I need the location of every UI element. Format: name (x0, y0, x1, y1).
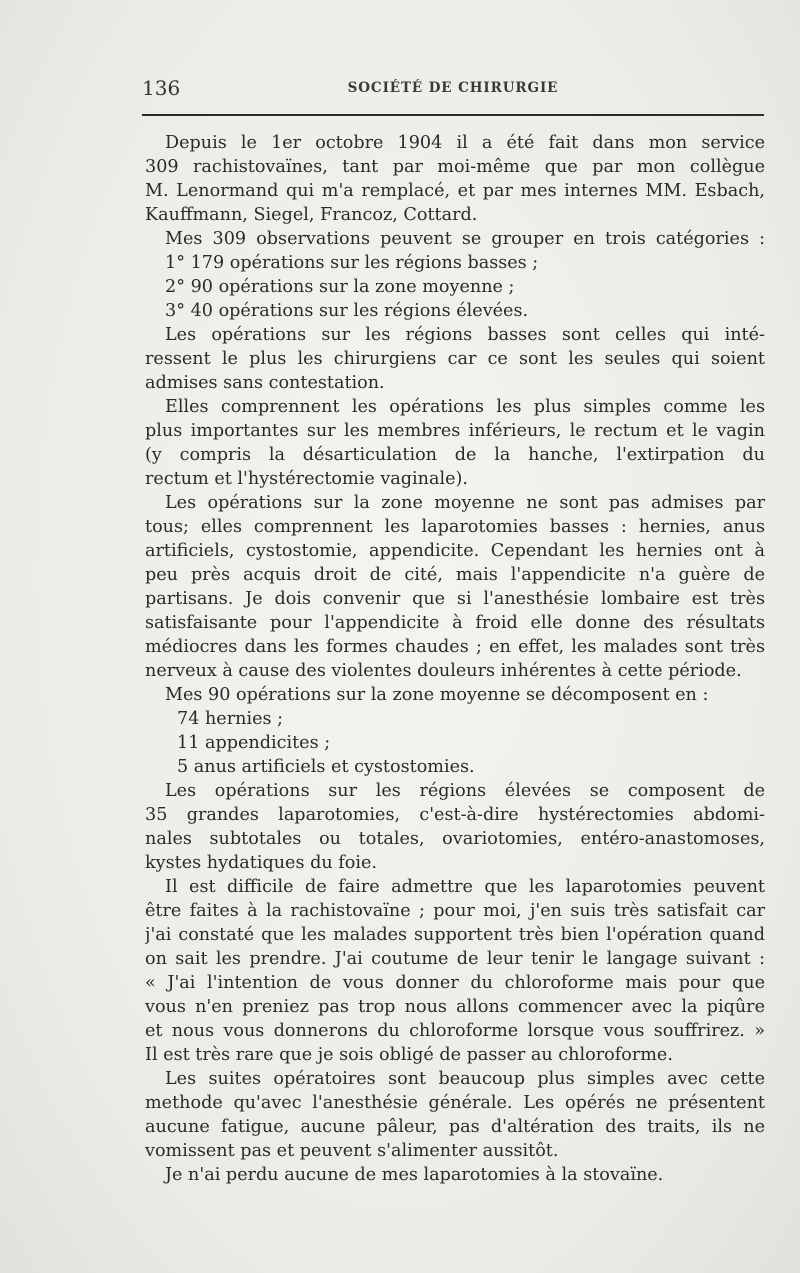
text-line: rectum et l'hystérectomie vaginale). (145, 469, 468, 489)
text-line: Il est difficile de faire admettre que les laparotomies peuvent (165, 877, 765, 897)
text-line: Les opérations sur les régions basses sont celles qui inté- (165, 325, 765, 345)
text-line: vomissent pas et peuvent s'alimenter aussitôt. (145, 1141, 559, 1161)
list-item: 3° 40 opérations sur les régions élevées. (165, 301, 529, 321)
text-line: être faites à la rachistovaïne ; pour moi, j'en suis très satisfait car (145, 901, 765, 921)
text-line: Depuis le 1er octobre 1904 il a été fait dans mon service (165, 133, 765, 153)
text-line: M. Lenormand qui m'a remplacé, et par mes internes MM. Esbach, (145, 181, 765, 201)
text-line: kystes hydatiques du foie. (145, 853, 378, 873)
text-line: Les suites opératoires sont beaucoup plus simples avec cette (165, 1069, 765, 1089)
list-item: 5 anus artificiels et cystostomies. (177, 757, 475, 777)
page-number: 136 (142, 76, 181, 100)
text-line: Mes 90 opérations sur la zone moyenne se décomposent en : (165, 685, 709, 705)
text-line: Il est très rare que je sois obligé de passer au chloroforme. (145, 1045, 673, 1065)
text-line: Les opérations sur la zone moyenne ne sont pas admises par (165, 493, 765, 513)
body-text (145, 131, 765, 1187)
text-line: partisans. Je dois convenir que si l'anesthésie lombaire est très (145, 589, 765, 609)
list-item: 11 appendicites ; (177, 733, 331, 753)
text-line: Les opérations sur les régions élevées se composent de (165, 781, 765, 801)
text-line: ressent le plus les chirurgiens car ce sont les seules qui soient (145, 349, 765, 369)
text-line: j'ai constaté que les malades supportent très bien l'opération quand (145, 925, 765, 945)
text-line: on sait les prendre. J'ai coutume de leur tenir le langage suivant : (145, 949, 765, 969)
text-line: tous; elles comprennent les laparotomies basses : hernies, anus (145, 517, 765, 537)
text-line: satisfaisante pour l'appendicite à froid elle donne des résultats (145, 613, 765, 633)
text-line: aucune fatigue, aucune pâleur, pas d'altération des traits, ils ne (145, 1117, 765, 1137)
list-item: 1° 179 opérations sur les régions basses ; (165, 253, 539, 273)
text-line: artificiels, cystostomie, appendicite. Cependant les hernies ont à (145, 541, 765, 561)
text-line: Kauffmann, Siegel, Francoz, Cottard. (145, 205, 478, 225)
text-line: (y compris la désarticulation de la hanche, l'extirpation du (145, 445, 765, 465)
text-line: Je n'ai perdu aucune de mes laparotomies à la stovaïne. (165, 1165, 664, 1185)
text-line: vous n'en preniez pas trop nous allons commencer avec la piqûre (145, 997, 765, 1017)
text-line: 35 grandes laparotomies, c'est-à-dire hystérectomies abdomi- (145, 805, 765, 825)
text-line: médiocres dans les formes chaudes ; en effet, les malades sont très (145, 637, 765, 657)
header-rule (142, 114, 764, 116)
text-line: Elles comprennent les opérations les plus simples comme les (165, 397, 765, 417)
text-line: et nous vous donnerons du chloroforme lorsque vous souffrirez. » (145, 1021, 765, 1041)
page-header (142, 74, 764, 104)
text-line: nerveux à cause des violentes douleurs inhérentes à cette période. (145, 661, 742, 681)
text-line: admises sans contestation. (145, 373, 385, 393)
list-item: 74 hernies ; (177, 709, 284, 729)
list-item: 2° 90 opérations sur la zone moyenne ; (165, 277, 515, 297)
running-title: SOCIÉTÉ DE CHIRURGIE (347, 80, 559, 96)
text-line: plus importantes sur les membres inférieurs, le rectum et le vagin (145, 421, 765, 441)
text-line: 309 rachistovaïnes, tant par moi-même que par mon collègue (145, 157, 765, 177)
text-line: nales subtotales ou totales, ovariotomies, entéro-anastomoses, (145, 829, 765, 849)
text-line: Mes 309 observations peuvent se grouper en trois catégories : (165, 229, 765, 249)
text-line: peu près acquis droit de cité, mais l'appendicite n'a guère de (145, 565, 765, 585)
text-line: methode qu'avec l'anesthésie générale. Les opérés ne présentent (145, 1093, 765, 1113)
text-line: « J'ai l'intention de vous donner du chloroforme mais pour que (145, 973, 765, 993)
